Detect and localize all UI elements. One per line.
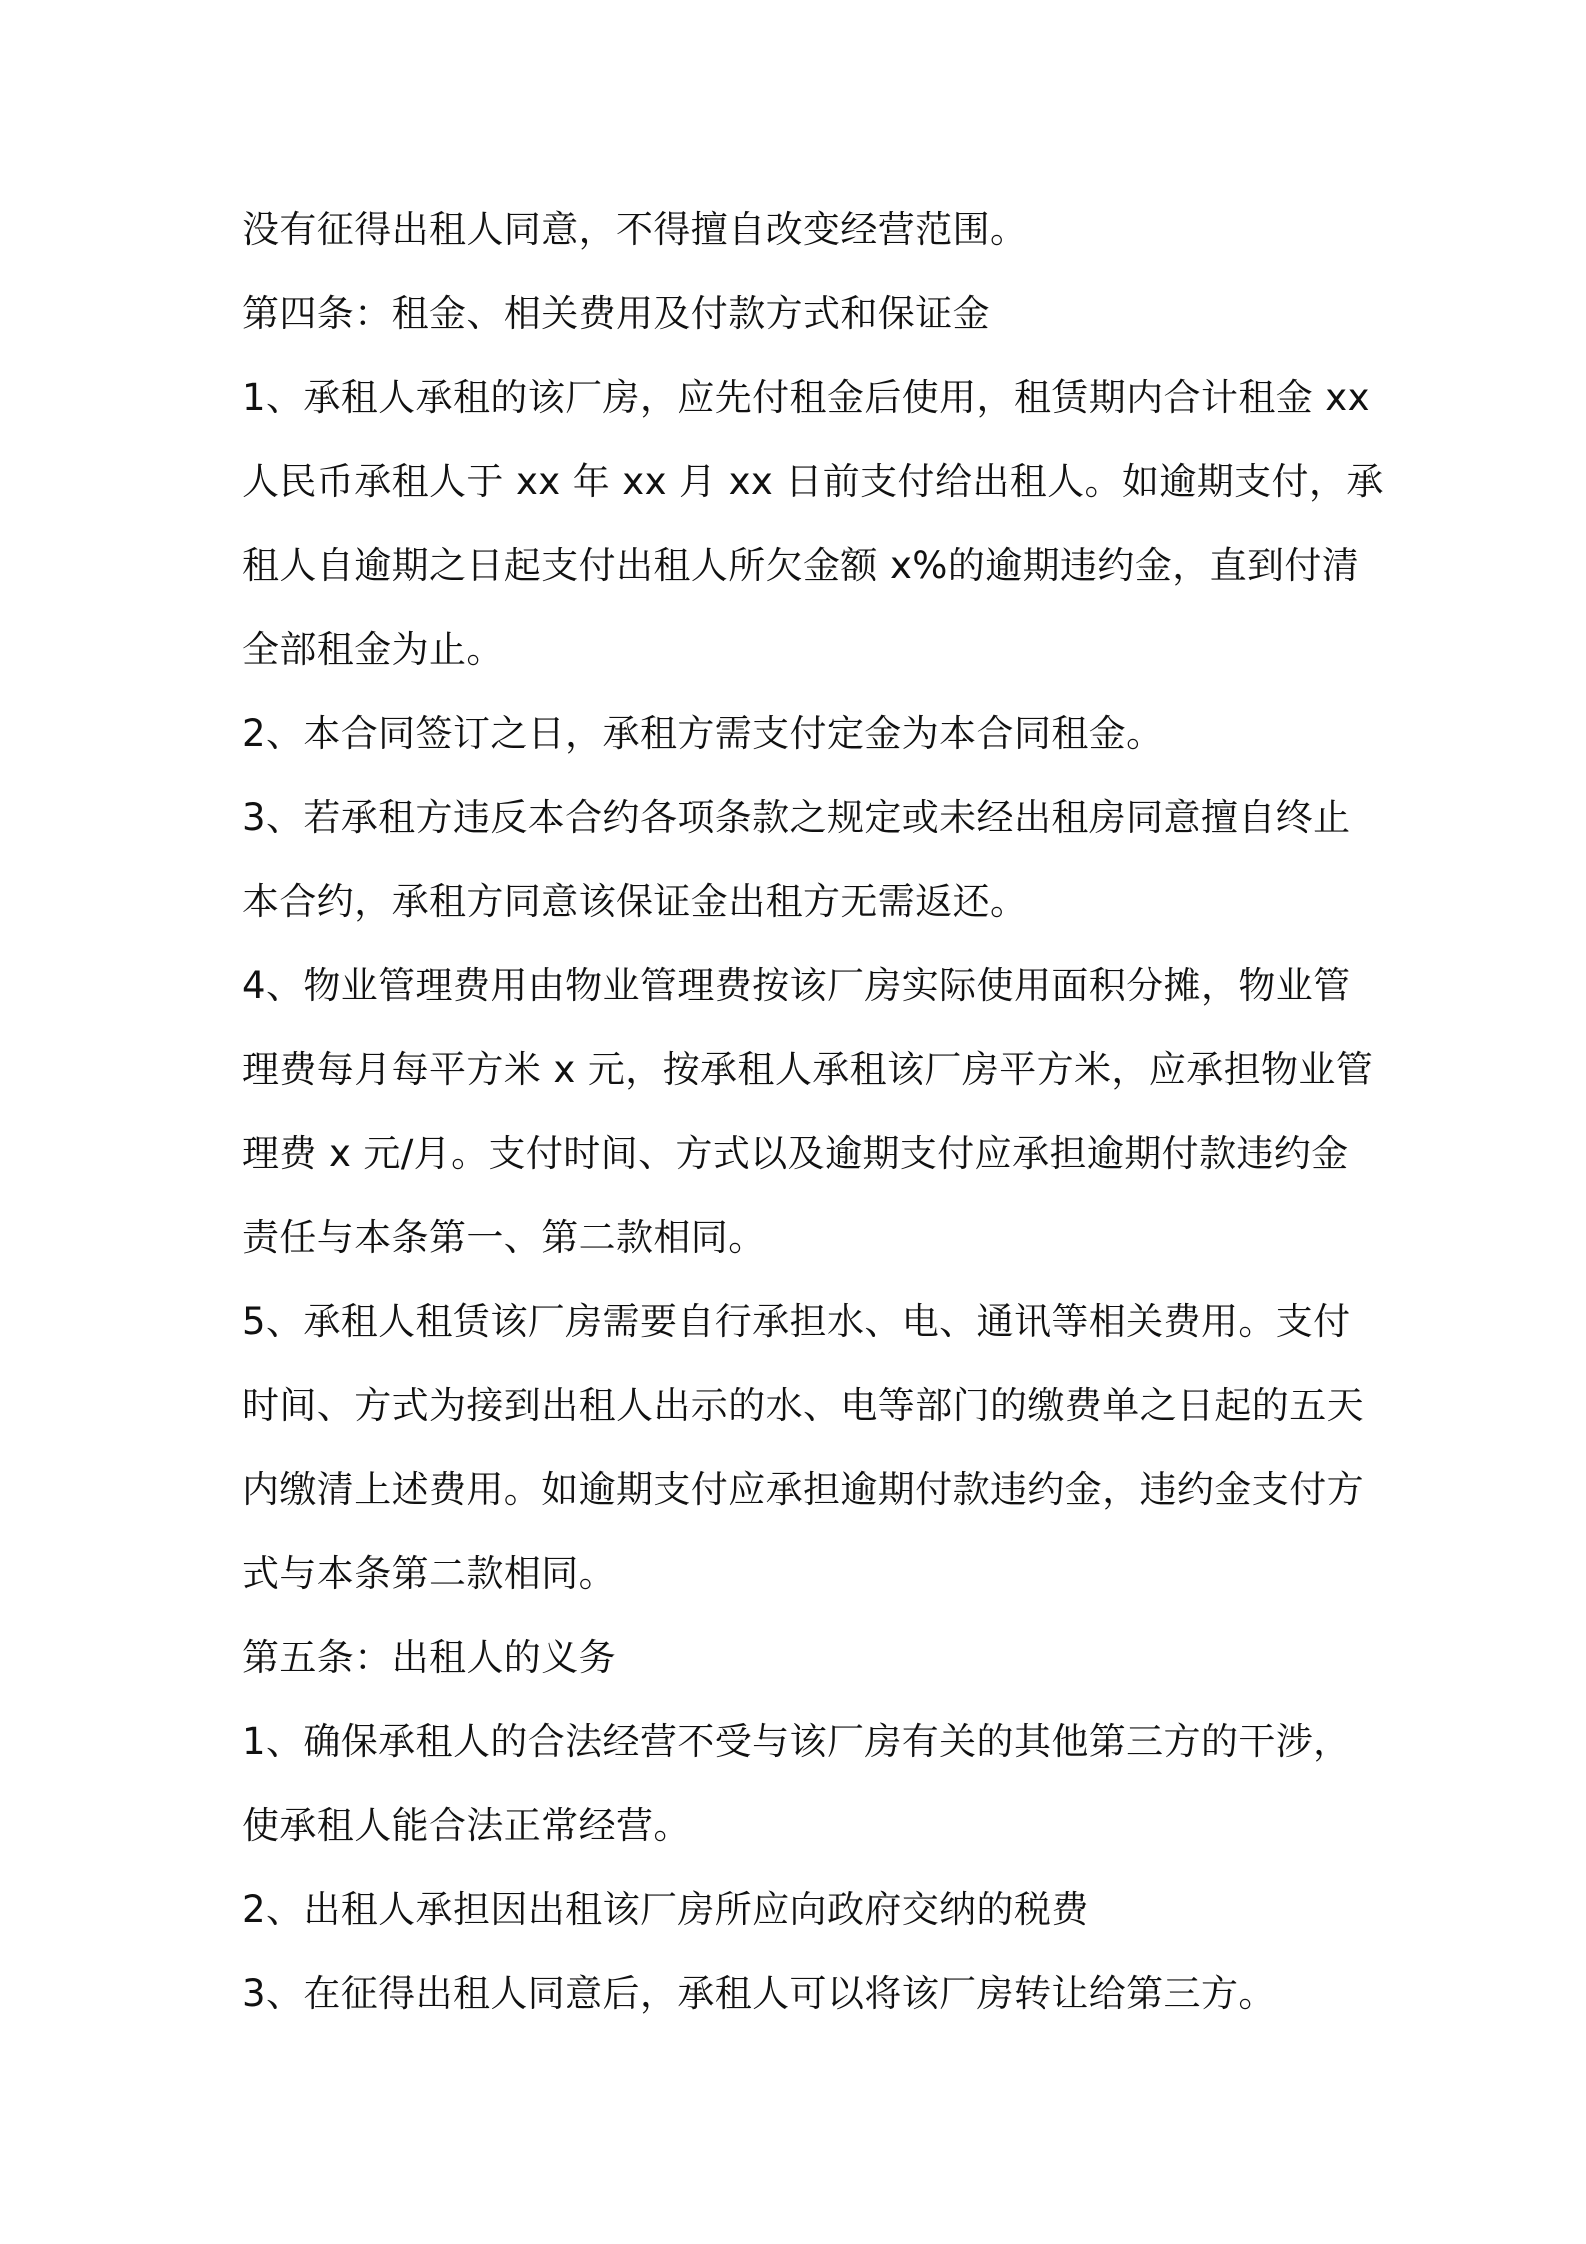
text-line: 本合约，承租方同意该保证金出租方无需返还。 [242, 880, 1028, 923]
text-line: 使承租人能合法正常经营。 [242, 1804, 691, 1847]
text-line: 2、本合同签订之日，承租方需支付定金为本合同租金。 [242, 712, 1164, 755]
text-line: 理费 x 元/月。支付时间、方式以及逾期支付应承担逾期付款违约金 [242, 1132, 1349, 1175]
text-line: 3、在征得出租人同意后，承租人可以将该厂房转让给第三方。 [242, 1972, 1276, 2015]
text-line: 式与本条第二款相同。 [242, 1552, 616, 1595]
text-line: 3、若承租方违反本合约各项条款之规定或未经出租房同意擅自终止 [242, 796, 1351, 839]
text-line: 内缴清上述费用。如逾期支付应承担逾期付款违约金，违约金支付方 [242, 1468, 1364, 1511]
text-line: 4、物业管理费用由物业管理费按该厂房实际使用面积分摊，物业管 [242, 964, 1351, 1007]
text-line: 1、承租人承租的该厂房，应先付租金后使用，租赁期内合计租金 xx [242, 376, 1370, 419]
text-line: 5、承租人租赁该厂房需要自行承担水、电、通讯等相关费用。支付 [242, 1300, 1351, 1343]
text-line: 租人自逾期之日起支付出租人所欠金额 x%的逾期违约金，直到付清 [242, 544, 1360, 587]
text-line: 时间、方式为接到出租人出示的水、电等部门的缴费单之日起的五天 [242, 1384, 1364, 1427]
section-heading: 第四条：租金、相关费用及付款方式和保证金 [242, 292, 990, 335]
text-line: 理费每月每平方米 x 元，按承租人承租该厂房平方米，应承担物业管 [242, 1048, 1374, 1091]
text-line: 2、出租人承担因出租该厂房所应向政府交纳的税费 [242, 1888, 1089, 1931]
text-line: 全部租金为止。 [242, 628, 504, 671]
text-line: 责任与本条第一、第二款相同。 [242, 1216, 766, 1259]
text-line: 1、确保承租人的合法经营不受与该厂房有关的其他第三方的干涉， [242, 1720, 1351, 1763]
text-line: 没有征得出租人同意，不得擅自改变经营范围。 [242, 208, 1028, 251]
section-heading: 第五条：出租人的义务 [242, 1636, 616, 1679]
text-line: 人民币承租人于 xx 年 xx 月 xx 日前支付给出租人。如逾期支付，承 [242, 460, 1384, 503]
